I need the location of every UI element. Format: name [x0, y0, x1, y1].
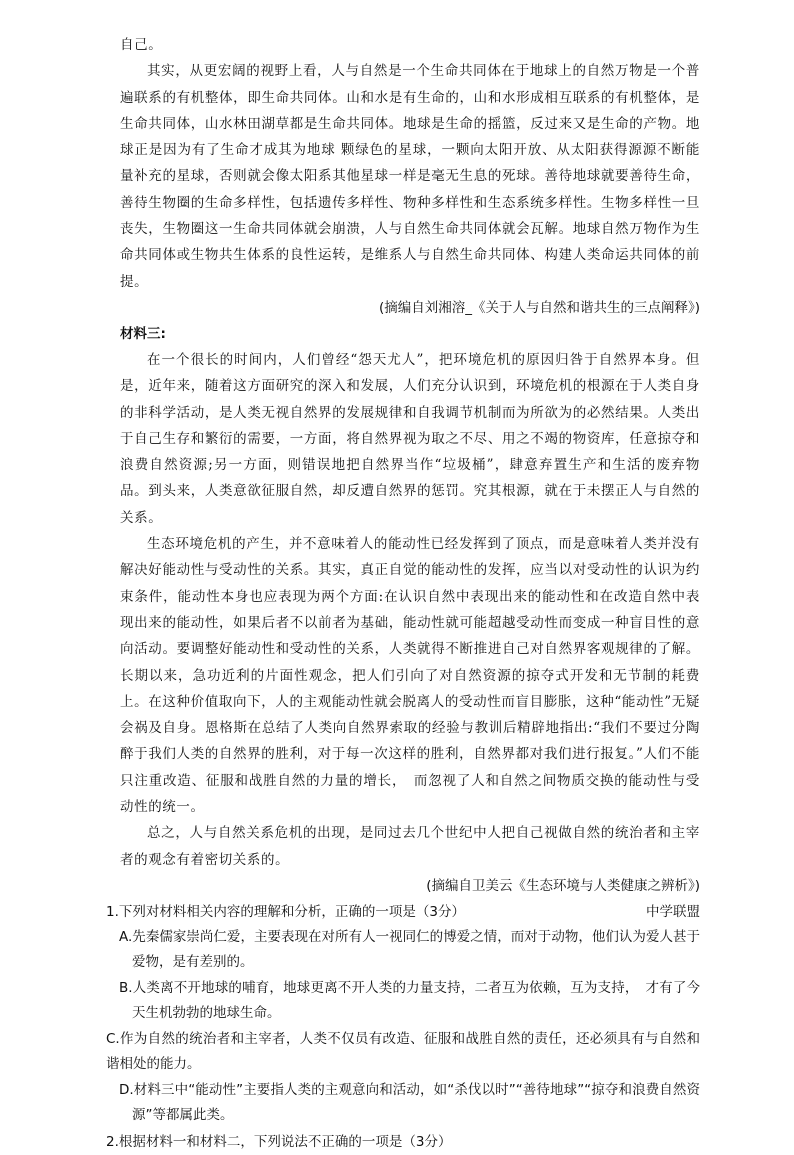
option-b: B.人类离不开地球的哺育，地球更离不开人类的力量支持，二者互为依赖，互为支持， 才有了今 天生机勃勃的地球生命。 — [119, 979, 700, 1022]
question-two: 2.根据材料一和材料二，下列说法不正确的一项是（3分） — [106, 1133, 452, 1150]
option-c: C.作为自然的统治者和主宰者，人类不仅员有改造、征服和战胜自然的责任，还必须具有与自然和谐相处的能力。 — [106, 1030, 700, 1073]
question-one-text: 1.下列对材料相关内容的理解和分析，正确的一项是（3分） — [106, 903, 465, 920]
paragraph-material-two: 其实，从更宏阔的视野上看，人与自然是一个生命共同体在于地球上的自然万物是一个普遍联系的有机整体，即生命共同体。山和水是有生命的，山和水形成相互联系的有机整体，是生命共同体，山水林田湖草都是生命共同体。地球是生命的摇篮，反过来又是生命的产物。地球正是因为有了生命才成其为地球 颗绿色的星球，一颗向太阳开放、从太阳获得源源不断能量补充的星球，否则就会像太阳系其他星球一样是毫无生息的死球。善待地球就要善待生命，善待生物圈的生命多样性，包括遗传多样性、物种多样性和生态系统多样性。生物多样性一旦丧失，生物圈这一生命共同体就会崩溃，人与自然生命共同体就会瓦解。地球自然万物作为生命共同体或生物共生体系的良性运转，是维系人与自然生命共同体、构建人类命运共同体的前提。 — [120, 63, 700, 290]
paragraph-material-three-1: 在一个很长的时间内，人们曾经“怨天尤人”，把环境危机的原因归咎于自然界本身。但是，近年来，随着这方面研究的深入和发展，人们充分认识到，环境危机的根源在于人类自身的非科学活动，是人类无视自然界的发展规律和自我调节机制而为所欲为的必然结果。人类出于自己生存和繁衍的需要，一方面，将自然界视为取之不尽、用之不竭的物资库，任意掠夺和浪费自然资源;另一方面，则错误地把自然界当作“垃圾桶”，肆意弃置生产和生活的废弃物品。到头来，人类意欲征服自然，却反遭自然界的惩罚。究其根源，就在于未摆正人与自然的关系。 — [120, 351, 700, 526]
question-one — [106, 899, 700, 925]
source-citation-material-two: (摘编自刘湘溶_《关于人与自然和谐共生的三点阐释》) — [378, 299, 700, 316]
option-d: D.材料三中“能动性”主要指人类的主观意向和活动，如“杀伐以时”“善待地球”“掠夺和浪费自然资源”等都属此类。 — [119, 1081, 700, 1124]
option-a: A.先秦儒家崇尚仁爱，主要表现在对所有人一视同仁的博爱之情，而对于动物，他们认为爱人甚于爱物，是有差别的。 — [119, 928, 700, 971]
source-citation-material-three: (摘编自卫美云《生态环境与人类健康之辨析》) — [426, 877, 700, 894]
paragraph-material-three-2: 生态环境危机的产生，并不意味着人的能动性已经发挥到了顶点，而是意味着人类并没有解决好能动性与受动性的关系。其实，真正自觉的能动性的发挥，应当以对受动性的认识为约束条件，能动性本身也应表现为两个方面:在认识自然中表现出来的能动性和在改造自然中表现出来的能动性，如果后者不以前者为基础，能动性就可能超越受动性而变成一种盲目性的意向活动。要调整好能动性和受动性的关系，人类就得不断推进自己对自然界客观规律的了解。长期以来，急功近利的片面性观念，把人们引向了对自然资源的掠夺式开发和无节制的耗费上。在这种价值取向下，人的主观能动性就会脱离人的受动性而盲目膨胀，这种“能动性”无疑会祸及自身。恩格斯在总结了人类向自然界索取的经验与教训后精辟地指出:“我们不要过分陶醉于我们人类的自然界的胜利，对于每一次这样的胜利，自然界都对我们进行报复。”人们不能只注重改造、征服和战胜自然的力量的增长， 而忽视了人和自然之间物质交换的能动性与受动性的统一。 — [120, 536, 700, 816]
watermark-tag: 中学联盟 — [646, 903, 700, 920]
paragraph-continuation: 自己。 — [120, 37, 163, 53]
document-body — [106, 32, 700, 1155]
paragraph-material-three-3: 总之，人与自然关系危机的出现，是同过去几个世纪中人把自己视做自然的统治者和主宰者的观念有着密切关系的。 — [120, 825, 700, 868]
heading-material-three: 材料三: — [120, 325, 166, 342]
